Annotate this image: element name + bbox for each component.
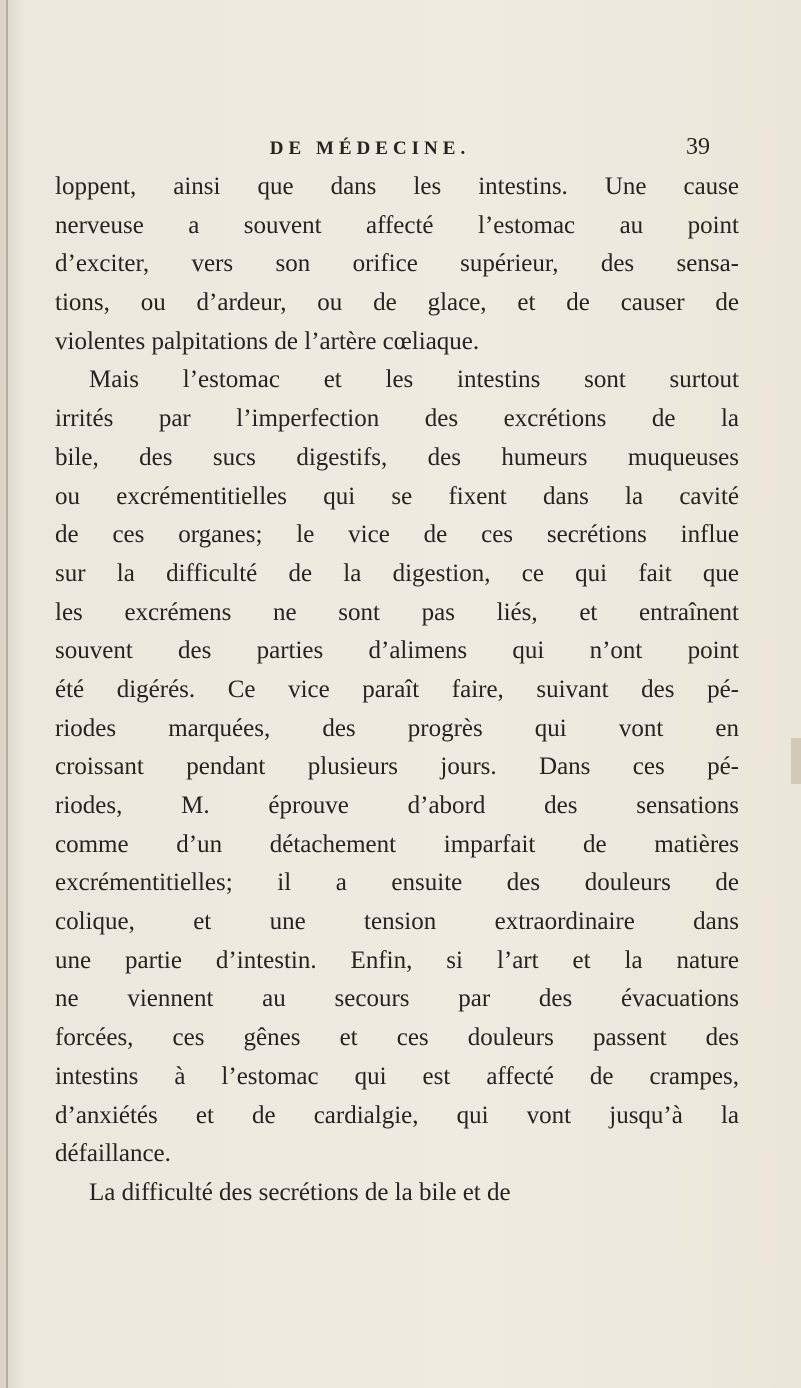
text-line: bile, des sucs digestifs, des humeurs muqueuses: [55, 443, 739, 471]
binding-edge: [6, 0, 8, 1388]
text-line: riodes marquées, des progrès qui vont en: [55, 714, 739, 742]
text-line: riodes, M. éprouve d’abord des sensations: [55, 792, 739, 819]
text-line: violentes palpitations de l’artère cœliaque.: [55, 327, 480, 355]
text-line: d’anxiétés et de cardialgie, qui vont jusqu’à la: [55, 1101, 739, 1129]
text-line: ou excrémentitielles qui se fixent dans la cavité: [55, 482, 739, 510]
text-line: tions, ou d’ardeur, ou de glace, et de causer de: [55, 289, 739, 317]
text-line: ne viennent au secours par des évacuations: [55, 985, 739, 1013]
text-line: de ces organes; le vice de ces secrétions influe: [55, 521, 739, 549]
text-line: excrémentitielles; il a ensuite des douleurs de: [55, 869, 739, 897]
text-line: Mais l’estomac et les intestins sont surtout: [89, 366, 739, 394]
text-line: forcées, ces gênes et ces douleurs passent des: [55, 1024, 739, 1052]
text-line: intestins à l’estomac qui est affecté de crampes,: [55, 1062, 739, 1090]
text-line: une partie d’intestin. Enfin, si l’art et la nature: [55, 946, 739, 974]
text-line: comme d’un détachement imparfait de matières: [55, 830, 739, 858]
text-line: croissant pendant plusieurs jours. Dans ces pé-: [55, 753, 739, 781]
body-text: [55, 168, 739, 1213]
running-title: DE MÉDECINE.: [269, 138, 471, 159]
running-head: [90, 134, 710, 170]
text-line: été digérés. Ce vice paraît faire, suivant des pé-: [55, 675, 739, 703]
text-line: La difficulté des secrétions de la bile et de: [89, 1178, 511, 1206]
text-line: d’exciter, vers son orifice supérieur, des sensa-: [55, 250, 739, 278]
text-line: colique, et une tension extraordinaire dans: [55, 908, 739, 936]
text-line: défaillance.: [55, 1140, 171, 1168]
text-line: irrités par l’imperfection des excrétions de la: [55, 405, 739, 433]
text-line: souvent des parties d’alimens qui n’ont point: [55, 637, 739, 665]
text-line: loppent, ainsi que dans les intestins. Une cause: [55, 173, 739, 200]
text-line: nerveuse a souvent affecté l’estomac au point: [55, 211, 739, 239]
text-line: sur la difficulté de la digestion, ce qui fait que: [55, 559, 739, 587]
page-edge-stain: [791, 738, 801, 784]
text-line: les excrémens ne sont pas liés, et entraînent: [55, 598, 739, 626]
page-number: 39: [686, 134, 710, 160]
